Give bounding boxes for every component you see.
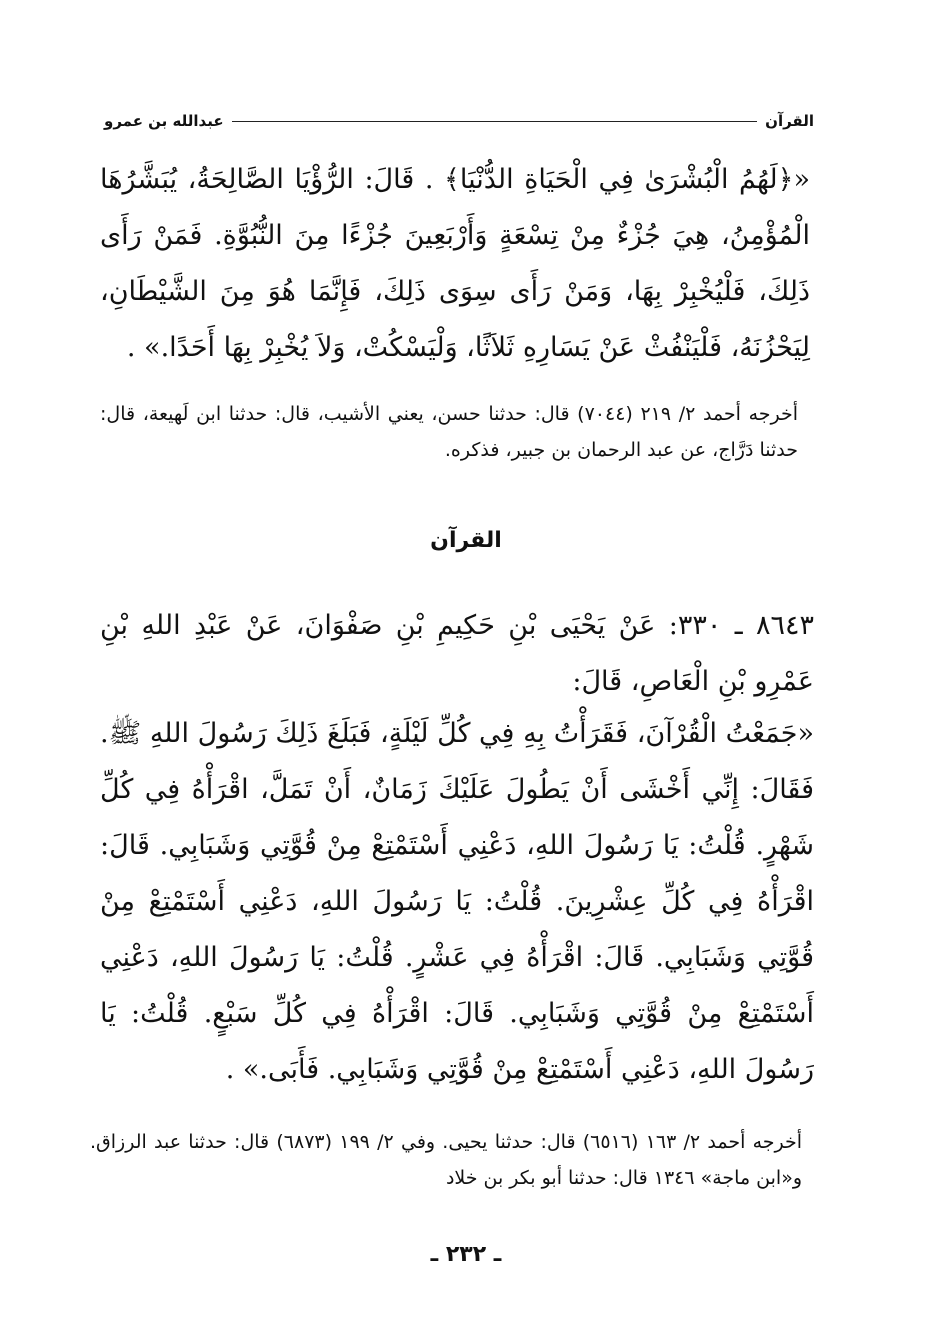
hadith-2-isnad-paragraph: ٨٦٤٣ ـ ٣٣٠: عَنْ يَحْيَى بْنِ حَكِيمِ بْنِ صَفْوَانَ، عَنْ عَبْدِ اللهِ بْنِ عَمْرِو بْنِ الْعَاصِ، قَالَ: bbox=[100, 610, 814, 697]
running-header bbox=[104, 106, 814, 136]
footnote-1-paragraph: أخرجه أحمد ٢/ ٢١٩ (٧٠٤٤) قال: حدثنا حسن، يعني الأشيب، قال: حدثنا ابن لَهيعة، قال: حدثنا دَرَّاج، عن عبد الرحمان بن جبير، فذكره. bbox=[100, 403, 799, 461]
header-section-title: القرآن bbox=[765, 112, 814, 130]
header-rule bbox=[232, 121, 758, 122]
footnote-1 bbox=[100, 396, 798, 468]
hadith-text-2 bbox=[100, 706, 814, 1098]
footnote-2-paragraph: أخرجه أحمد ٢/ ١٦٣ (٦٥١٦) قال: حدثنا يحيى. وفي ٢/ ١٩٩ (٦٨٧٣) قال: حدثنا عبد الرزاق. و«ابن ماجة» ١٣٤٦ قال: حدثنا أبو بكر بن خلاد bbox=[90, 1131, 803, 1189]
page-number: ـ ٢٣٢ ـ bbox=[430, 1242, 502, 1267]
section-title: القرآن bbox=[430, 528, 502, 553]
hadith-2-isnad bbox=[100, 598, 814, 710]
hadith-text-1 bbox=[100, 152, 810, 376]
hadith-1-paragraph: «﴿لَهُمُ الْبُشْرَىٰ فِي الْحَيَاةِ الدُّنْيَا﴾ . قَالَ: الرُّؤْيَا الصَّالِحَةُ، يُبَشَّرُهَا الْمُؤْمِنُ، هِيَ جُزْءٌ مِنْ تِسْعَةٍ وَأَرْبَعِينَ جُزْءًا مِنَ النُّبُوَّةِ. فَمَنْ رَأَى ذَلِكَ، فَلْيُخْبِرْ بِهَا، وَمَنْ رَأَى سِوَى ذَلِكَ، فَإِنَّمَا هُوَ مِنَ الشَّيْطَانِ، لِيَحْزُنَهُ، فَلْيَنْفُثْ عَنْ يَسَارِهِ ثَلاَثًا، وَلْيَسْكُتْ، وَلاَ يُخْبِرْ بِهَا أَحَدًا.» . bbox=[100, 164, 810, 363]
footnote-2 bbox=[90, 1124, 802, 1196]
hadith-2-paragraph: «جَمَعْتُ الْقُرْآنَ، فَقَرَأْتُ بِهِ فِي كُلِّ لَيْلَةٍ، فَبَلَغَ ذَلِكَ رَسُولَ اللهِ ﷺ. فَقَالَ: إِنِّي أَخْشَى أَنْ يَطُولَ عَلَيْكَ زَمَانٌ، أَنْ تَمَلَّ، اقْرَأْهُ فِي كُلِّ شَهْرٍ. قُلْتُ: يَا رَسُولَ اللهِ، دَعْنِي أَسْتَمْتِعْ مِنْ قُوَّتِي وَشَبَابِي. قَالَ: اقْرَأْهُ فِي كُلِّ عِشْرِينَ. قُلْتُ: يَا رَسُولَ اللهِ، دَعْنِي أَسْتَمْتِعْ مِنْ قُوَّتِي وَشَبَابِي. قَالَ: اقْرَأْهُ فِي عَشْرٍ. قُلْتُ: يَا رَسُولَ اللهِ، دَعْنِي أَسْتَمْتِعْ مِنْ قُوَّتِي وَشَبَابِي. قَالَ: اقْرَأْهُ فِي كُلِّ سَبْعٍ. قُلْتُ: يَا رَسُولَ اللهِ، دَعْنِي أَسْتَمْتِعْ مِنْ قُوَّتِي وَشَبَابِي. فَأَبَى.» . bbox=[100, 718, 814, 1085]
header-companion-name: عبدالله بن عمرو bbox=[104, 112, 224, 130]
